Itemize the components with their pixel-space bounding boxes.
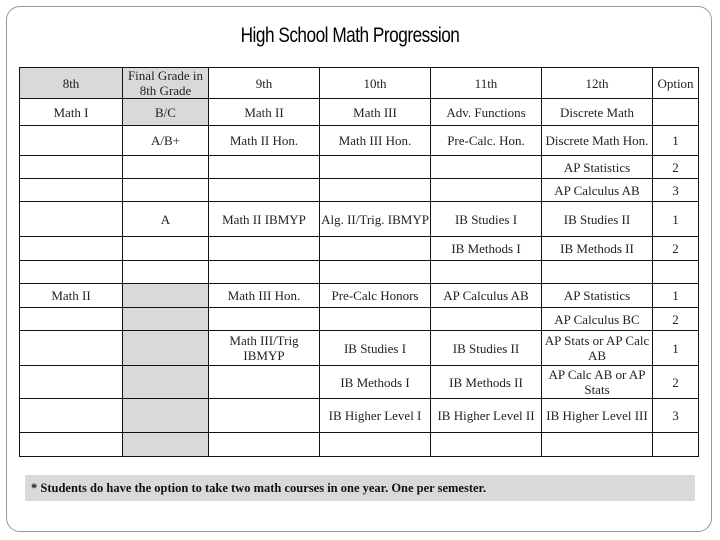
table-row bbox=[20, 331, 699, 366]
cell-8th bbox=[20, 331, 123, 366]
table-row bbox=[20, 366, 699, 399]
progression-table bbox=[19, 67, 699, 457]
cell-11th bbox=[431, 179, 542, 202]
cell-option bbox=[653, 261, 699, 284]
cell-final-grade bbox=[123, 179, 209, 202]
cell-option: 1 bbox=[653, 126, 699, 156]
cell-final-grade: A/B+ bbox=[123, 126, 209, 156]
cell-12th: IB Higher Level III bbox=[542, 399, 653, 433]
cell-10th: IB Studies I bbox=[320, 331, 431, 366]
cell-10th bbox=[320, 237, 431, 261]
cell-10th: Pre-Calc Honors bbox=[320, 284, 431, 308]
cell-11th: IB Higher Level II bbox=[431, 399, 542, 433]
cell-option: 2 bbox=[653, 308, 699, 331]
cell-final-grade bbox=[123, 433, 209, 457]
cell-option: 3 bbox=[653, 399, 699, 433]
table-row bbox=[20, 284, 699, 308]
cell-10th: IB Higher Level I bbox=[320, 399, 431, 433]
cell-8th: Math I bbox=[20, 99, 123, 126]
cell-10th bbox=[320, 156, 431, 179]
cell-12th: Discrete Math bbox=[542, 99, 653, 126]
cell-8th bbox=[20, 433, 123, 457]
cell-option bbox=[653, 99, 699, 126]
cell-option: 2 bbox=[653, 237, 699, 261]
table-row bbox=[20, 261, 699, 284]
cell-8th bbox=[20, 366, 123, 399]
cell-9th: Math III/Trig IBMYP bbox=[209, 331, 320, 366]
cell-9th bbox=[209, 179, 320, 202]
cell-11th: IB Studies II bbox=[431, 331, 542, 366]
cell-11th: IB Methods II bbox=[431, 366, 542, 399]
cell-9th bbox=[209, 261, 320, 284]
cell-9th bbox=[209, 156, 320, 179]
cell-final-grade bbox=[123, 399, 209, 433]
table-row bbox=[20, 179, 699, 202]
cell-9th: Math III Hon. bbox=[209, 284, 320, 308]
cell-final-grade bbox=[123, 284, 209, 308]
cell-10th bbox=[320, 433, 431, 457]
cell-10th: IB Methods I bbox=[320, 366, 431, 399]
cell-8th bbox=[20, 202, 123, 237]
cell-9th: Math II Hon. bbox=[209, 126, 320, 156]
cell-12th: IB Methods II bbox=[542, 237, 653, 261]
cell-11th: IB Methods I bbox=[431, 237, 542, 261]
cell-8th: Math II bbox=[20, 284, 123, 308]
page-title: High School Math Progression bbox=[240, 24, 460, 47]
header-10th: 10th bbox=[320, 68, 431, 99]
header-11th: 11th bbox=[431, 68, 542, 99]
cell-11th bbox=[431, 308, 542, 331]
cell-11th bbox=[431, 156, 542, 179]
table-row bbox=[20, 99, 699, 126]
cell-12th: AP Calculus BC bbox=[542, 308, 653, 331]
cell-option: 2 bbox=[653, 156, 699, 179]
cell-10th bbox=[320, 261, 431, 284]
table-row bbox=[20, 202, 699, 237]
cell-8th bbox=[20, 261, 123, 284]
cell-8th bbox=[20, 237, 123, 261]
cell-final-grade: B/C bbox=[123, 99, 209, 126]
cell-9th bbox=[209, 237, 320, 261]
header-option: Option bbox=[653, 68, 699, 99]
cell-12th: AP Statistics bbox=[542, 156, 653, 179]
cell-option: 1 bbox=[653, 202, 699, 237]
table-row bbox=[20, 126, 699, 156]
cell-final-grade bbox=[123, 261, 209, 284]
header-final-grade: Final Grade in 8th Grade bbox=[123, 68, 209, 99]
cell-11th bbox=[431, 433, 542, 457]
cell-12th: IB Studies II bbox=[542, 202, 653, 237]
cell-9th bbox=[209, 308, 320, 331]
cell-option: 1 bbox=[653, 284, 699, 308]
table-row bbox=[20, 308, 699, 331]
cell-option: 3 bbox=[653, 179, 699, 202]
table-row bbox=[20, 156, 699, 179]
table-row bbox=[20, 399, 699, 433]
cell-11th: AP Calculus AB bbox=[431, 284, 542, 308]
footnote: * Students do have the option to take two math courses in one year. One per semester. bbox=[25, 475, 695, 501]
cell-10th bbox=[320, 308, 431, 331]
cell-8th bbox=[20, 156, 123, 179]
cell-10th: Math III Hon. bbox=[320, 126, 431, 156]
cell-12th bbox=[542, 433, 653, 457]
table-header-row bbox=[20, 68, 699, 99]
cell-12th: AP Stats or AP Calc AB bbox=[542, 331, 653, 366]
table-row bbox=[20, 237, 699, 261]
cell-10th bbox=[320, 179, 431, 202]
cell-9th bbox=[209, 433, 320, 457]
cell-final-grade bbox=[123, 331, 209, 366]
cell-option: 2 bbox=[653, 366, 699, 399]
table-row bbox=[20, 433, 699, 457]
cell-9th bbox=[209, 366, 320, 399]
cell-option bbox=[653, 433, 699, 457]
cell-8th bbox=[20, 399, 123, 433]
cell-final-grade bbox=[123, 308, 209, 331]
cell-10th: Alg. II/Trig. IBMYP bbox=[320, 202, 431, 237]
cell-12th: Discrete Math Hon. bbox=[542, 126, 653, 156]
cell-option: 1 bbox=[653, 331, 699, 366]
cell-12th: AP Calc AB or AP Stats bbox=[542, 366, 653, 399]
cell-final-grade bbox=[123, 156, 209, 179]
cell-9th bbox=[209, 399, 320, 433]
cell-final-grade bbox=[123, 366, 209, 399]
cell-11th: Pre-Calc. Hon. bbox=[431, 126, 542, 156]
cell-11th: IB Studies I bbox=[431, 202, 542, 237]
cell-12th bbox=[542, 261, 653, 284]
cell-12th: AP Calculus AB bbox=[542, 179, 653, 202]
cell-11th: Adv. Functions bbox=[431, 99, 542, 126]
cell-10th: Math III bbox=[320, 99, 431, 126]
cell-8th bbox=[20, 126, 123, 156]
cell-final-grade: A bbox=[123, 202, 209, 237]
cell-11th bbox=[431, 261, 542, 284]
cell-final-grade bbox=[123, 237, 209, 261]
cell-9th: Math II IBMYP bbox=[209, 202, 320, 237]
header-9th: 9th bbox=[209, 68, 320, 99]
header-12th: 12th bbox=[542, 68, 653, 99]
header-8th: 8th bbox=[20, 68, 123, 99]
cell-8th bbox=[20, 179, 123, 202]
cell-8th bbox=[20, 308, 123, 331]
cell-9th: Math II bbox=[209, 99, 320, 126]
cell-12th: AP Statistics bbox=[542, 284, 653, 308]
